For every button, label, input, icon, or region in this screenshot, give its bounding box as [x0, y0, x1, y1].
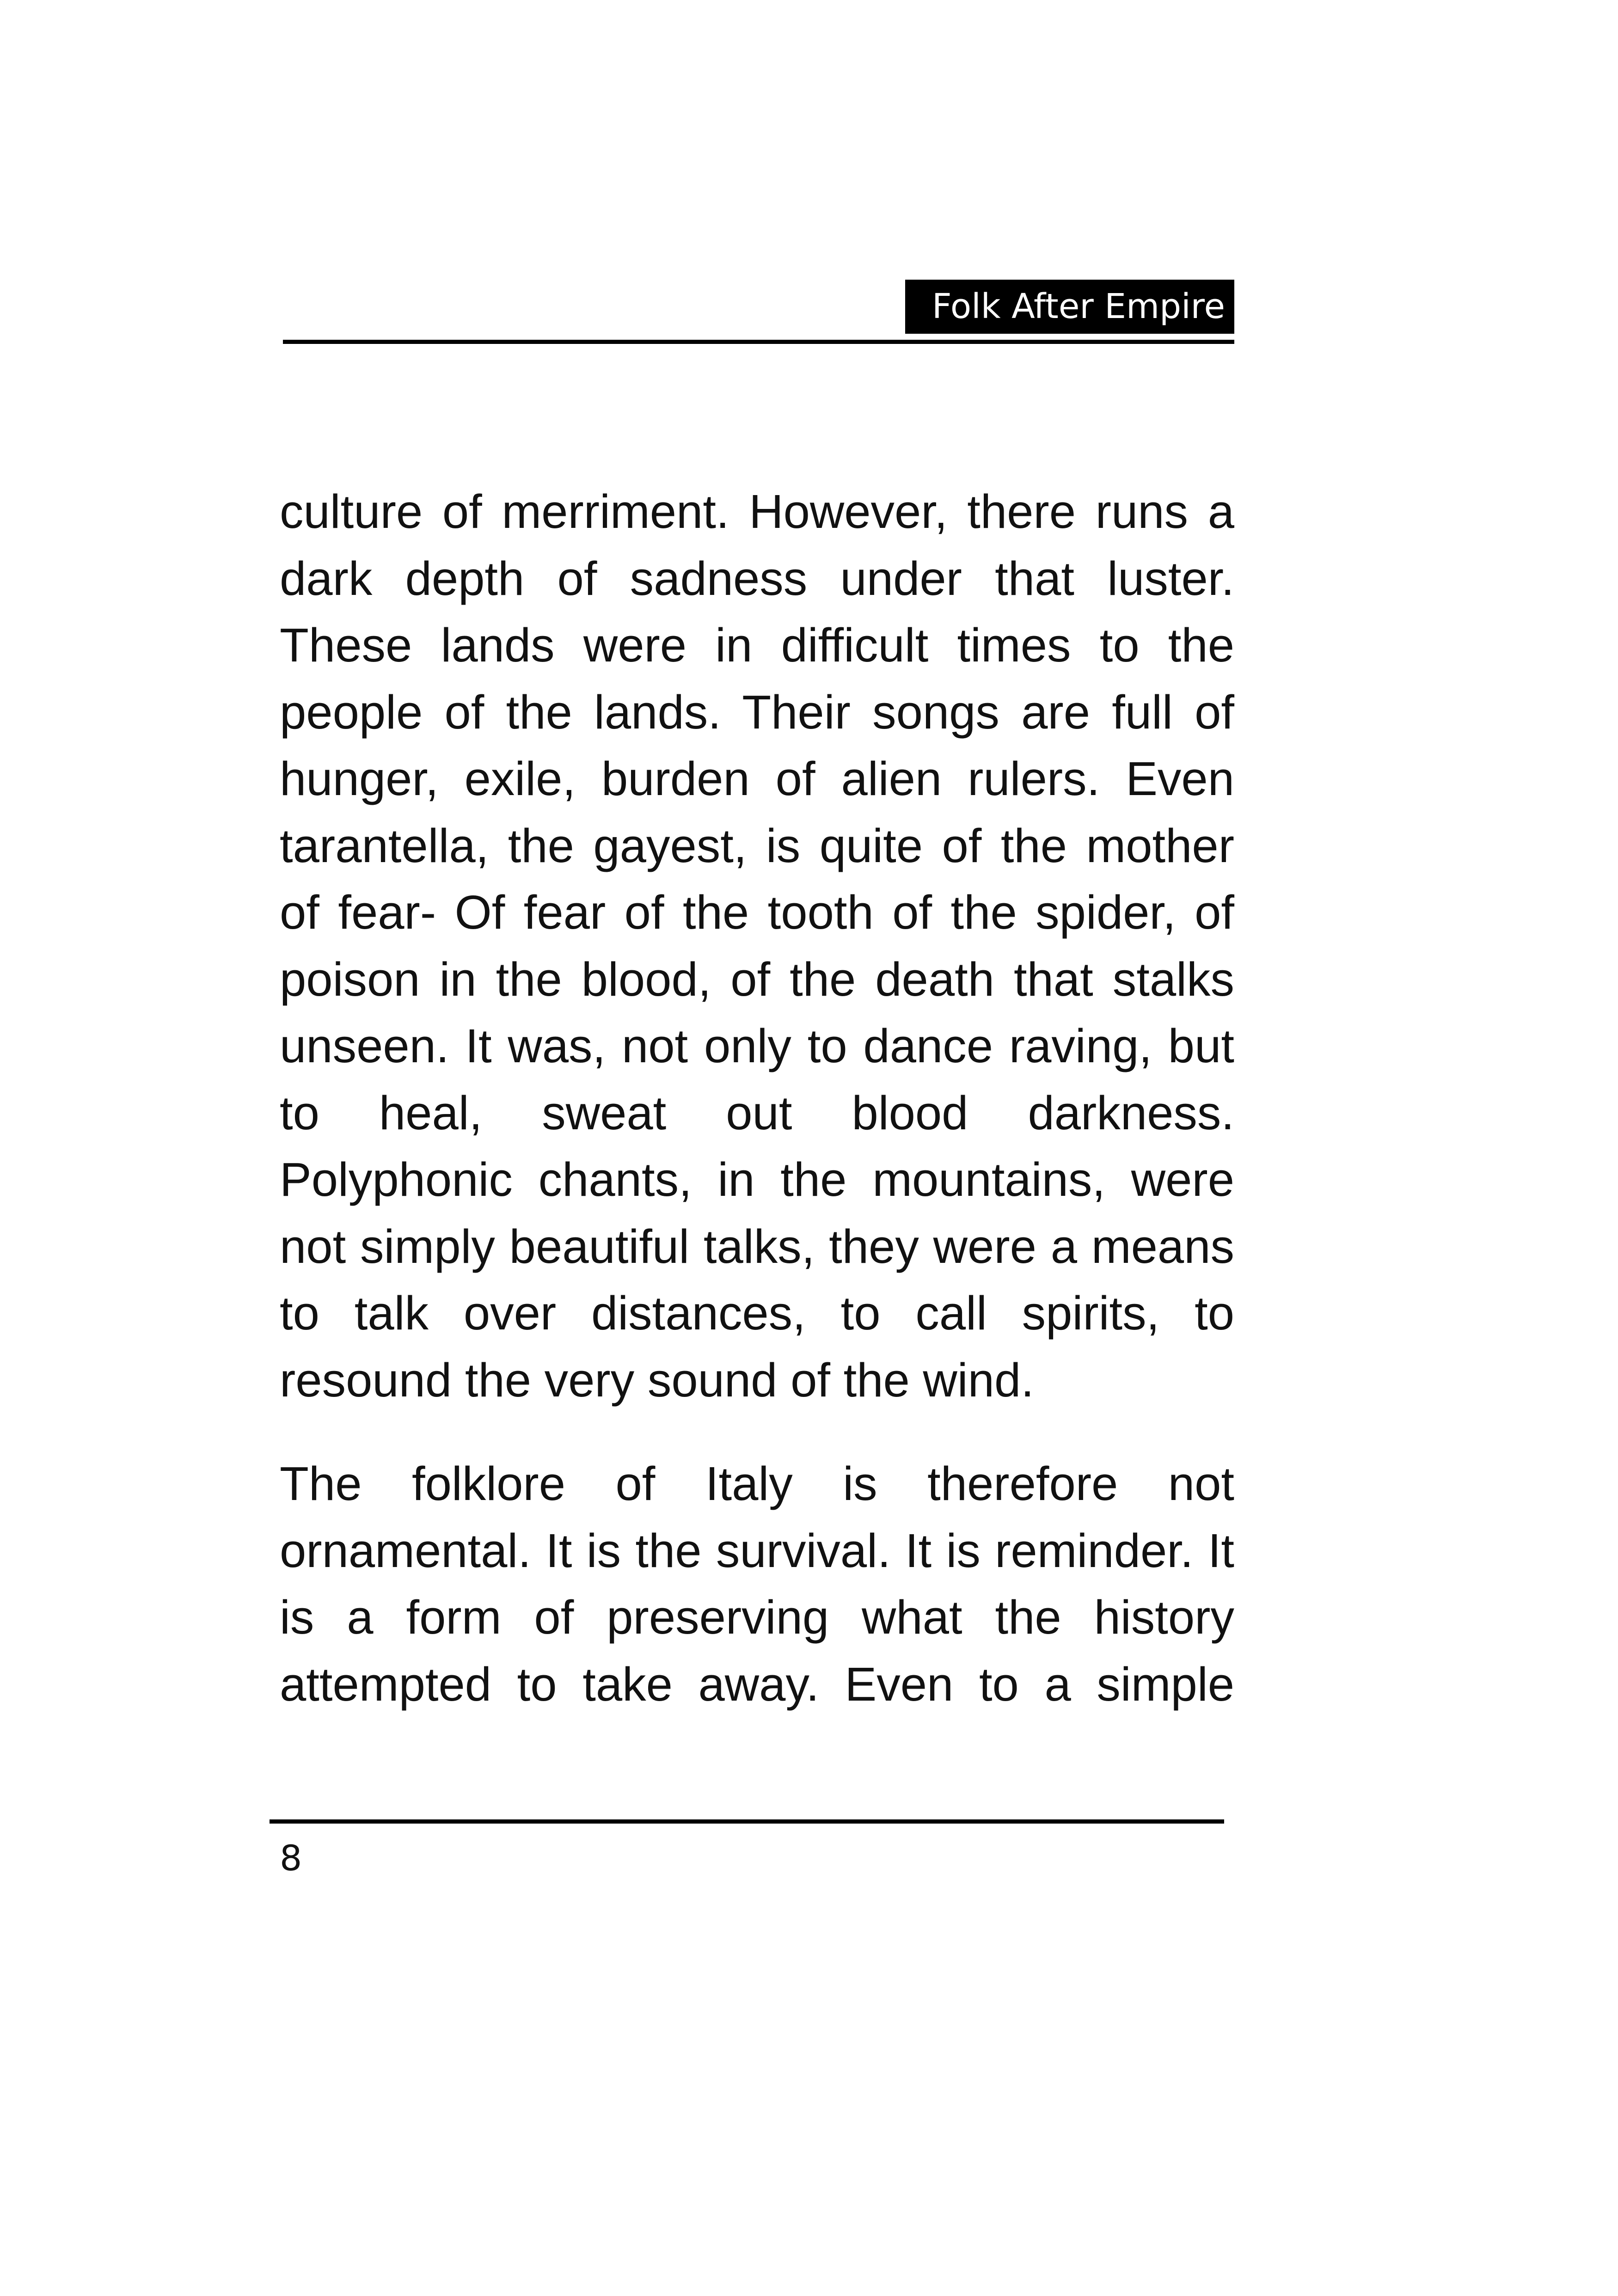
- page-number: 8: [280, 1837, 302, 1879]
- paragraph: The folklore of Italy is therefore not ornamental. It is the survival. It is reminder. It is a form of preserving what the history attempted to take away. Even to a simple: [280, 1457, 1234, 1711]
- header-divider: [283, 340, 1234, 344]
- paragraph: culture of merriment. However, there runs a dark depth of sadness under that luster. These lands were in difficult times to the people of the lands. Their songs are full of hunger, exile, burden of alien rulers. Even tarantella, the gayest, is quite of the mother of fear- Of fear of the tooth of the spider, of poison in the blood, of the death that stalks unseen. It was, not only to dance raving, but to heal, sweat out blood darkness. Polyphonic chants, in the mountains, were not simply beautiful talks, they were a means to talk over distances, to call spirits, to resound the very sound of the wind.: [280, 485, 1234, 1407]
- footer-divider: [270, 1819, 1224, 1824]
- body-text: [280, 478, 1234, 1718]
- running-header-title: Folk After Empire: [905, 280, 1234, 334]
